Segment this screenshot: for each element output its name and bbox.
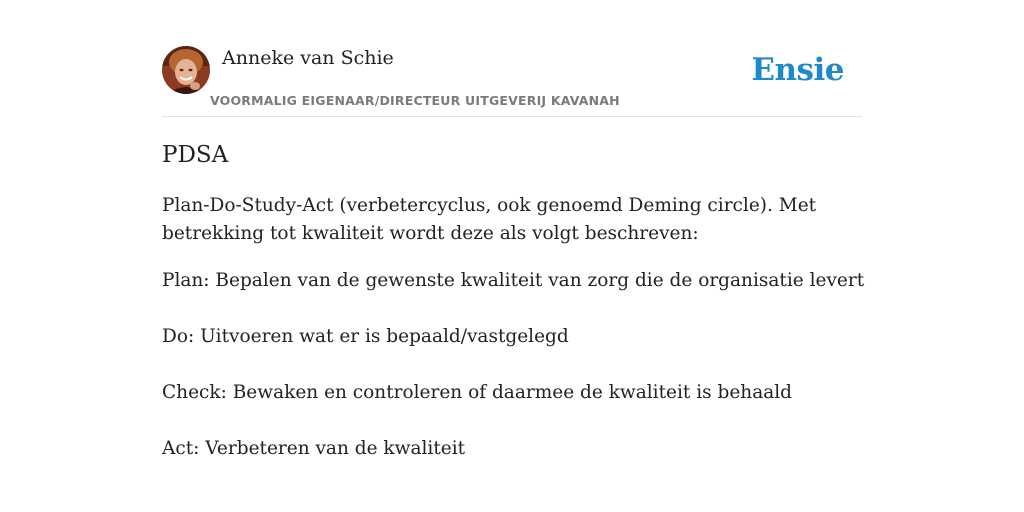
list-item-do: Do: Uitvoeren wat er is bepaald/vastgelegd (162, 326, 569, 347)
entry-title: PDSA (162, 142, 229, 168)
avatar-portrait-icon (162, 46, 210, 94)
list-item-act: Act: Verbeteren van de kwaliteit (162, 438, 466, 459)
author-header (162, 46, 862, 117)
list-item-check: Check: Bewaken en controleren of daarmee de kwaliteit is behaald (162, 382, 793, 403)
brand-logo[interactable]: Ensie (751, 52, 844, 88)
author-avatar[interactable] (162, 46, 210, 94)
author-name[interactable]: Anneke van Schie (222, 47, 394, 69)
author-role: VOORMALIG EIGENAAR/DIRECTEUR UITGEVERIJ KAVANAH (210, 93, 620, 108)
entry-content (162, 138, 867, 463)
list-item-plan: Plan: Bepalen van de gewenste kwaliteit van zorg die de organisatie levert (162, 270, 865, 291)
entry-intro: Plan-Do-Study-Act (verbetercyclus, ook genoemd Deming circle). Met betrekking tot kwaliteit wordt deze als volgt beschreven: (162, 195, 817, 244)
